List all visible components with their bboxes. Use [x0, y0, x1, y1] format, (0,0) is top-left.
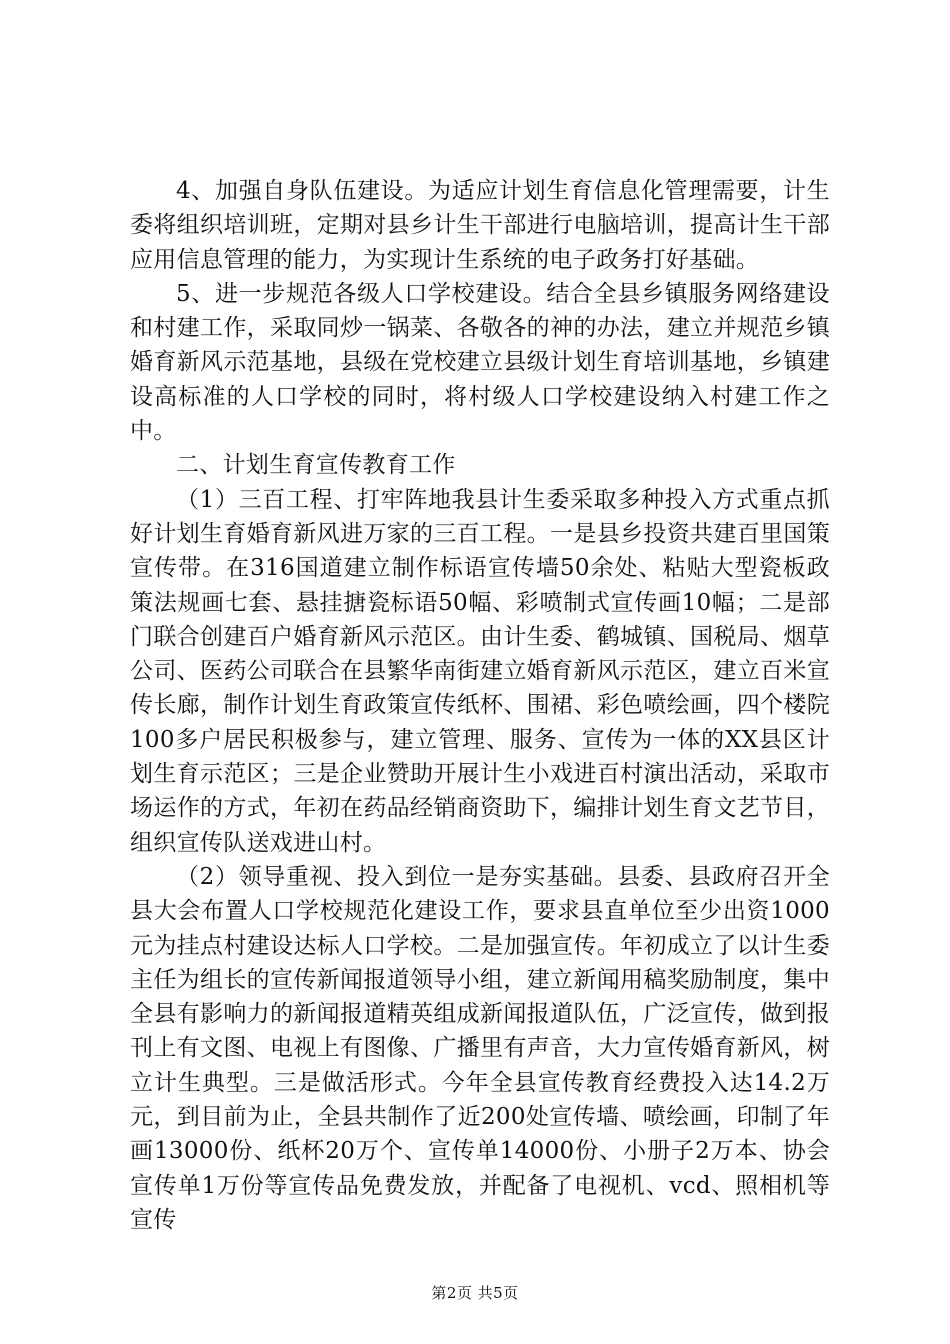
paragraph-team-building: 4、加强自身队伍建设。为适应计划生育信息化管理需要，计生委将组织培训班，定期对县乡计生干部进行电脑培训，提高计生干部应用信息管理的能力，为实现计生系统的电子政务打好基础。 — [130, 178, 830, 273]
document-body — [130, 174, 830, 1237]
paragraph-three-hundred-project: （1）三百工程、打牢阵地我县计生委采取多种投入方式重点抓好计划生育婚育新风进万家的三百工程。一是县乡投资共建百里国策宣传带。在316国道建立制作标语宣传墙50余处、粘贴大型瓷板政策法规画七套、悬挂搪瓷标语50幅、彩喷制式宣传画10幅；二是部门联合创建百户婚育新风示范区。由计生委、鹤城镇、国税局、烟草公司、医药公司联合在县繁华南街建立婚育新风示范区，建立百米宣传长廊，制作计划生育政策宣传纸杯、围裙、彩色喷绘画，四个楼院100多户居民积极参与，建立管理、服务、宣传为一体的XX县区计划生育示范区；三是企业赞助开展计生小戏进百村演出活动，采取市场运作的方式，年初在药品经销商资助下，编排计划生育文艺节目，组织宣传队送戏进山村。 — [130, 486, 830, 856]
paragraph-population-schools: 5、进一步规范各级人口学校建设。结合全县乡镇服务网络建设和村建工作，采取同炒一锅菜、各敬各的神的办法，建立并规范乡镇婚育新风示范基地，县级在党校建立县级计划生育培训基地，乡镇建设高标准的人口学校的同时，将村级人口学校建设纳入村建工作之中。 — [130, 280, 830, 445]
paragraph-leadership-investment: （2）领导重视、投入到位一是夯实基础。县委、县政府召开全县大会布置人口学校规范化建设工作，要求县直单位至少出资1000元为挂点村建设达标人口学校。二是加强宣传。年初成立了以计生委主任为组长的宣传新闻报道领导小组，建立新闻用稿奖励制度，集中全县有影响力的新闻报道精英组成新闻报道队伍，广泛宣传，做到报刊上有文图、电视上有图像、广播里有声音，大力宣传婚育新风，树立计生典型。三是做活形式。今年全县宣传教育经费投入达14.2万元，到目前为止，全县共制作了近200处宣传墙、喷绘画，印制了年画13000份、纸杯20万个、宣传单14000份、小册子2万本、协会宣传单1万份等宣传品免费发放，并配备了电视机、vcd、照相机等宣传 — [130, 863, 830, 1233]
page-footer: 第2页 共5页 — [431, 1284, 519, 1302]
section-heading-publicity: 二、计划生育宣传教育工作 — [176, 452, 456, 479]
